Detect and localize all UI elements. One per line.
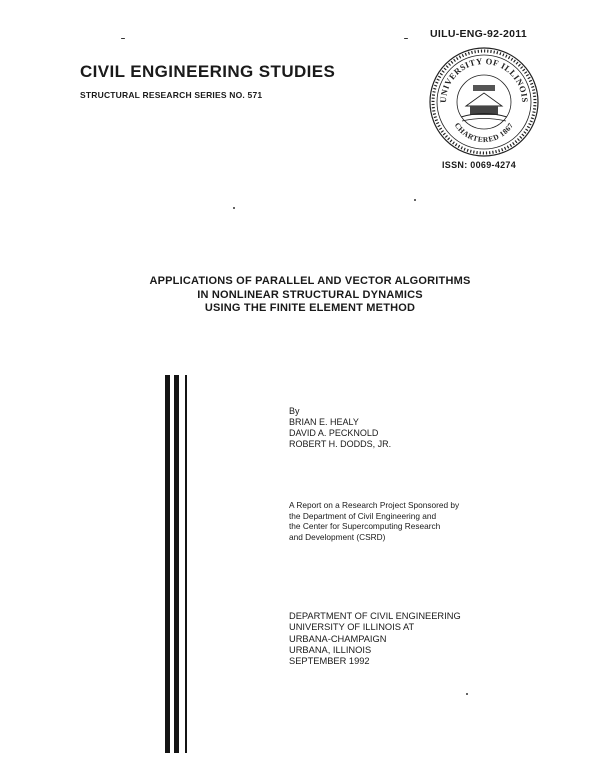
department-line: UNIVERSITY OF ILLINOIS AT [289, 622, 415, 633]
by-label: By [289, 406, 300, 416]
scan-speck [233, 207, 235, 209]
university-seal [426, 46, 542, 158]
author-name: DAVID A. PECKNOLD [289, 428, 379, 438]
author-name: ROBERT H. DODDS, JR. [289, 439, 392, 449]
author-name: BRIAN E. HEALY [289, 417, 359, 427]
report-title [100, 275, 520, 316]
department-line: URBANA, ILLINOIS [289, 644, 372, 655]
series-title: CIVIL ENGINEERING STUDIES [80, 62, 336, 81]
svg-text:CHARTERED 1867 [453, 121, 516, 144]
sponsor-block [289, 500, 459, 542]
scan-speck [466, 693, 468, 695]
scan-speck [404, 38, 408, 39]
decorative-bar [174, 375, 179, 753]
department-line: DEPARTMENT OF CIVIL ENGINEERING [289, 611, 461, 621]
authors-block [289, 406, 391, 450]
sponsor-line: A Report on a Research Project Sponsored by [289, 500, 460, 510]
seal-top-text: UNIVERSITY OF ILLINOIS [437, 55, 531, 104]
title-line: USING THE FINITE ELEMENT METHOD [204, 302, 416, 314]
title-line: APPLICATIONS OF PARALLEL AND VECTOR ALGORITHMS [149, 275, 471, 287]
seal-bottom-text: CHARTERED 1867 [452, 120, 516, 145]
scan-speck [414, 199, 416, 201]
decorative-bar [165, 375, 170, 753]
department-line: URBANA-CHAMPAIGN [289, 633, 387, 644]
issn: ISSN: 0069-4274 [442, 160, 517, 170]
sponsor-line: the Center for Supercomputing Research [289, 521, 441, 531]
title-line: IN NONLINEAR STRUCTURAL DYNAMICS [197, 288, 423, 301]
report-id: UILU-ENG-92-2011 [430, 28, 527, 40]
department-block [289, 611, 461, 667]
sponsor-line: the Department of Civil Engineering and [289, 510, 437, 521]
sponsor-line: and Development (CSRD) [289, 531, 386, 542]
department-line: SEPTEMBER 1992 [289, 656, 370, 667]
decorative-bar [185, 375, 187, 753]
scan-speck [121, 38, 125, 39]
series-subtitle: STRUCTURAL RESEARCH SERIES NO. 571 [80, 90, 263, 100]
svg-text:UNIVERSITY OF ILLINOIS [438, 56, 530, 103]
